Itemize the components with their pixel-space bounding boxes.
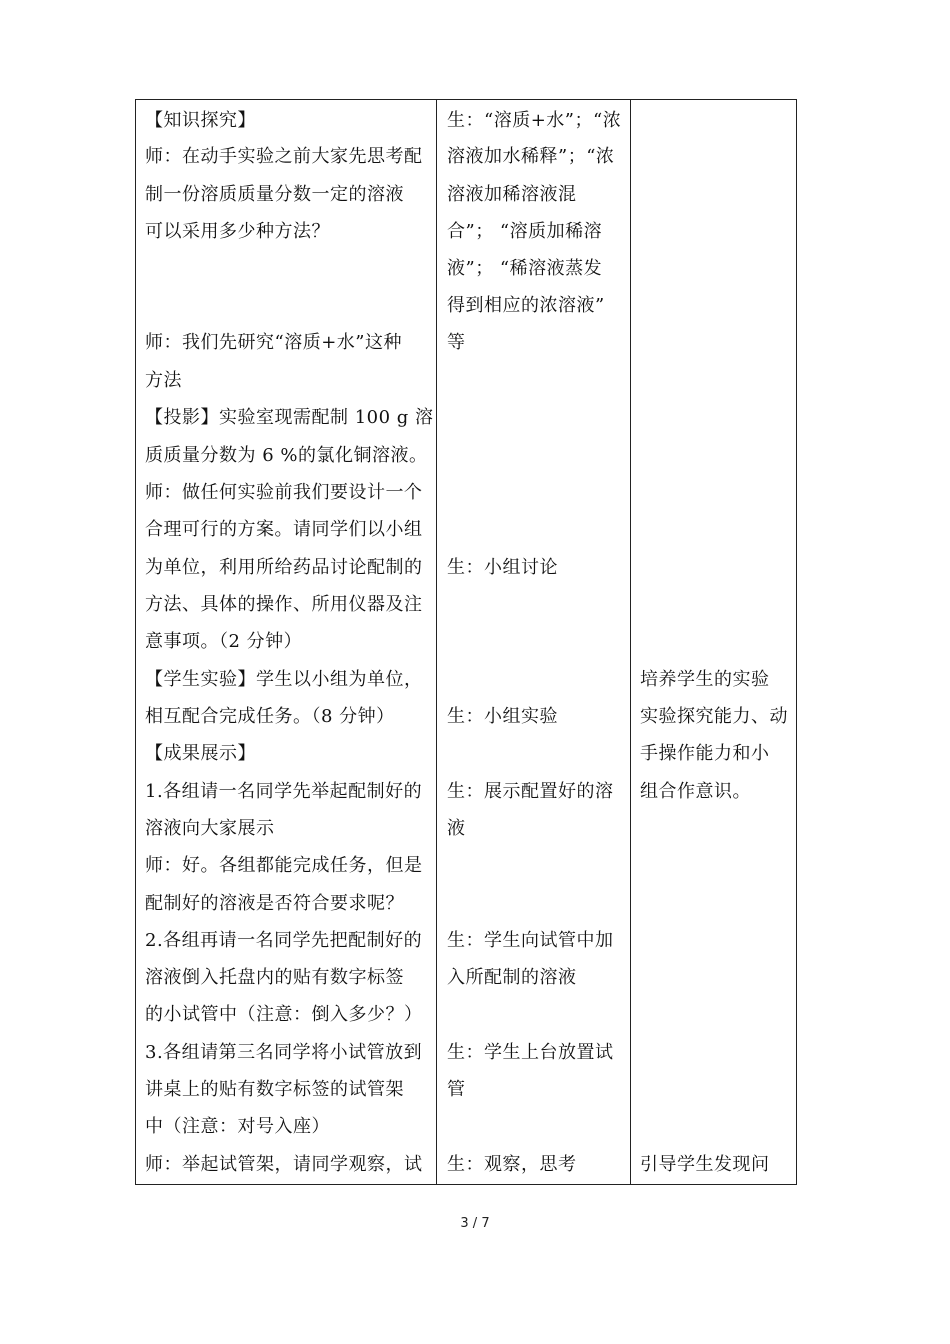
table-line: 的小试管中（注意：倒入多少？） [145,1004,423,1025]
table-line: 组合作意识。 [640,781,751,802]
table-line: 生：学生上台放置试 [447,1042,614,1063]
table-line: 师：举起试管架，请同学观察，试 [145,1154,423,1175]
table-line: 制一份溶质质量分数一定的溶液 [145,184,404,205]
table-line: 配制好的溶液是否符合要求呢？ [145,893,404,914]
table-line: 等 [447,332,466,353]
table-line: 中（注意：对号入座） [145,1116,330,1137]
table-line: 师：我们先研究“溶质+水”这种 [145,332,402,353]
lesson-table [135,99,797,1185]
table-line: 2.各组再请一名同学先把配制好的 [145,930,423,951]
table-line: 生：小组实验 [447,706,558,727]
table-line: 培养学生的实验 [640,669,770,690]
table-line: 方法 [145,370,182,391]
table-line: 可以采用多少种方法？ [145,221,330,242]
table-line: 【投影】实验室现需配制 100 g 溶 [145,407,434,428]
table-line: 3.各组请第三名同学将小试管放到 [145,1042,423,1063]
table-line: 生：小组讨论 [447,557,558,578]
table-line: 管 [447,1079,466,1100]
table-line: 相互配合完成任务。（8 分钟） [145,706,395,727]
table-line: 1.各组请一名同学先举起配制好的 [145,781,423,802]
page-number: 3 / 7 [460,1216,490,1231]
table-line: 手操作能力和小 [640,743,770,764]
table-line: 引导学生发现问 [640,1154,770,1175]
table-line: 实验探究能力、动 [640,706,788,727]
table-line: 合理可行的方案。请同学们以小组 [145,519,423,540]
table-line: 【成果展示】 [145,743,256,764]
table-line: 生：观察，思考 [447,1154,577,1175]
table-line: 师：在动手实验之前大家先思考配 [145,146,423,167]
table-line: 溶液加水稀释”；“浓 [447,146,615,167]
table-line: 方法、具体的操作、所用仪器及注 [145,594,423,615]
teacher-activity-column [145,100,435,1184]
table-line: 讲桌上的贴有数字标签的试管架 [145,1079,404,1100]
table-line: 入所配制的溶液 [447,967,577,988]
column-divider [436,100,437,1184]
design-intent-column [640,100,790,1184]
table-line: 师：好。各组都能完成任务，但是 [145,855,423,876]
table-line: 为单位，利用所给药品讨论配制的 [145,557,423,578]
table-line: 溶液加稀溶液混 [447,184,577,205]
student-activity-column [447,100,627,1184]
table-line: 液 [447,818,466,839]
table-line: 意事项。（2 分钟） [145,631,303,652]
table-line: 得到相应的浓溶液” [447,295,605,316]
table-line: 质质量分数为 6 %的氯化铜溶液。 [145,445,428,466]
table-line: 师：做任何实验前我们要设计一个 [145,482,423,503]
table-line: 液”； “稀溶液蒸发 [447,258,603,279]
table-line: 【知识探究】 [145,110,256,131]
table-line: 【学生实验】学生以小组为单位， [145,669,423,690]
table-line: 生：“溶质+水”；“浓 [447,110,622,131]
table-line: 溶液向大家展示 [145,818,275,839]
table-line: 溶液倒入托盘内的贴有数字标签 [145,967,404,988]
table-line: 生：展示配置好的溶 [447,781,614,802]
table-line: 生：学生向试管中加 [447,930,614,951]
column-divider [630,100,631,1184]
table-line: 合”； “溶质加稀溶 [447,221,603,242]
